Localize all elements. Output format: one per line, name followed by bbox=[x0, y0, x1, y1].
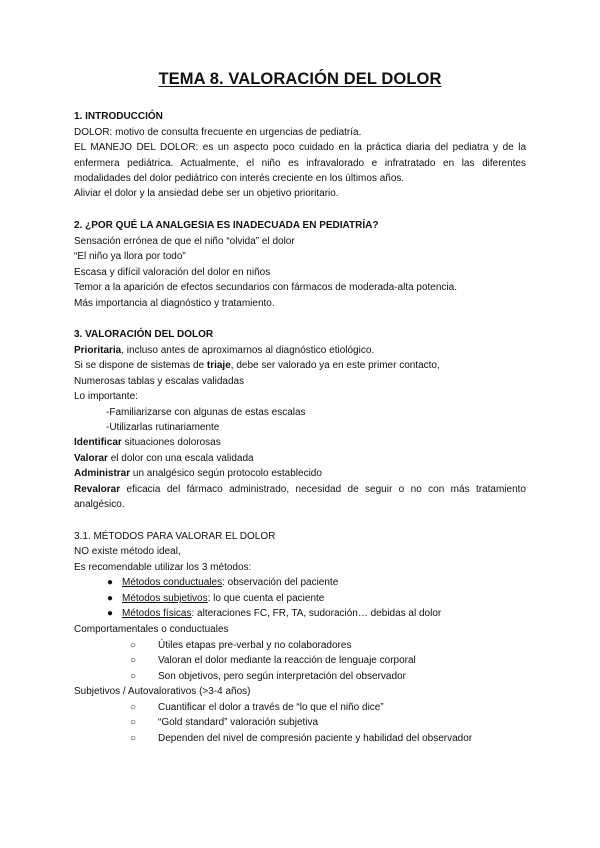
bullet-item: Métodos conductuales: observación del paciente bbox=[122, 577, 339, 588]
subsection-heading-metodos: 3.1. MÉTODOS PARA VALORAR EL DOLOR bbox=[74, 531, 276, 542]
sub-bullet-item: Son objetivos, pero según interpretación del observador bbox=[158, 671, 406, 682]
paragraph-line: Identificar situaciones dolorosas bbox=[74, 437, 221, 448]
paragraph-line: Si se dispone de sistemas de triaje, debe ser valorado ya en este primer contacto, bbox=[74, 360, 440, 371]
bullet-item: Métodos físicas: alteraciones FC, FR, TA, sudoración… debidas al dolor bbox=[122, 608, 442, 619]
paragraph-line: analgésico. bbox=[74, 499, 125, 510]
circle-bullet-icon: ○ bbox=[130, 702, 137, 713]
paragraph-line: Es recomendable utilizar los 3 métodos: bbox=[74, 562, 252, 573]
bullet-icon: ● bbox=[107, 577, 114, 588]
indented-line: -Utilizarlas rutinariamente bbox=[106, 422, 220, 433]
sub-bullet-item: Dependen del nivel de compresión paciente y habilidad del observador bbox=[158, 733, 473, 744]
circle-bullet-icon: ○ bbox=[130, 717, 137, 728]
paragraph-line: DOLOR: motivo de consulta frecuente en urgencias de pediatría. bbox=[74, 127, 362, 138]
list-item: Temor a la aparición de efectos secundarios con fármacos de moderada-alta potencia. bbox=[74, 282, 457, 293]
bullet-icon: ● bbox=[107, 608, 114, 619]
paragraph-line: Prioritaria, incluso antes de aproximarnos al diagnóstico etiológico. bbox=[74, 345, 375, 356]
paragraph-line: Revalorar eficacia del fármaco administrado, necesidad de seguir o no con más tratamiento bbox=[74, 484, 526, 495]
circle-bullet-icon: ○ bbox=[130, 733, 137, 744]
section-heading-analgesia: 2. ¿POR QUÉ LA ANALGESIA ES INADECUADA EN PEDIATRÍA? bbox=[74, 220, 379, 231]
paragraph-line: Aliviar el dolor y la ansiedad debe ser un objetivo prioritario. bbox=[74, 188, 339, 199]
paragraph-line: NO existe método ideal, bbox=[74, 546, 181, 557]
document-title: TEMA 8. VALORACIÓN DEL DOLOR bbox=[158, 70, 442, 88]
bullet-icon: ● bbox=[107, 593, 114, 604]
section-heading-valoracion: 3. VALORACIÓN DEL DOLOR bbox=[74, 329, 214, 340]
paragraph-line: Administrar un analgésico según protocolo establecido bbox=[74, 468, 322, 479]
paragraph-line: Numerosas tablas y escalas validadas bbox=[74, 376, 245, 387]
sub-bullet-item: “Gold standard” valoración subjetiva bbox=[158, 717, 319, 728]
list-item: Escasa y difícil valoración del dolor en niños bbox=[74, 267, 271, 278]
section-heading-introduccion: 1. INTRODUCCIÓN bbox=[74, 111, 163, 122]
paragraph-line: Lo importante: bbox=[74, 391, 138, 402]
paragraph-line: EL MANEJO DEL DOLOR: es un aspecto poco cuidado en la práctica diaria del pediatra y de la bbox=[74, 142, 526, 153]
sub-bullet-item: Útiles etapas pre-verbal y no colaboradores bbox=[158, 640, 352, 651]
sub-bullet-item: Cuantificar el dolor a través de “lo que el niño dice” bbox=[158, 702, 384, 713]
circle-bullet-icon: ○ bbox=[130, 671, 137, 682]
paragraph-line: enfermera pediátrica. Actualmente, el niño es infravalorado e infratratado en las diferentes bbox=[74, 158, 526, 169]
paragraph-line: Valorar el dolor con una escala validada bbox=[74, 453, 254, 464]
sub-bullet-item: Valoran el dolor mediante la reacción de lenguaje corporal bbox=[158, 655, 416, 666]
list-item: Sensación errónea de que el niño “olvida” el dolor bbox=[74, 236, 295, 247]
paragraph-line: modalidades del dolor pediátrico con interés creciente en los últimos años. bbox=[74, 173, 405, 184]
list-item: Más importancia al diagnóstico y tratamiento. bbox=[74, 298, 275, 309]
circle-bullet-icon: ○ bbox=[130, 655, 137, 666]
category-label: Comportamentales o conductuales bbox=[74, 624, 229, 635]
category-label: Subjetivos / Autovalorativos (>3-4 años) bbox=[74, 686, 251, 697]
list-item: “El niño ya llora por todo” bbox=[74, 251, 186, 262]
bullet-item: Métodos subjetivos: lo que cuenta el paciente bbox=[122, 593, 325, 604]
circle-bullet-icon: ○ bbox=[130, 640, 137, 651]
indented-line: -Familiarizarse con algunas de estas escalas bbox=[106, 407, 306, 418]
